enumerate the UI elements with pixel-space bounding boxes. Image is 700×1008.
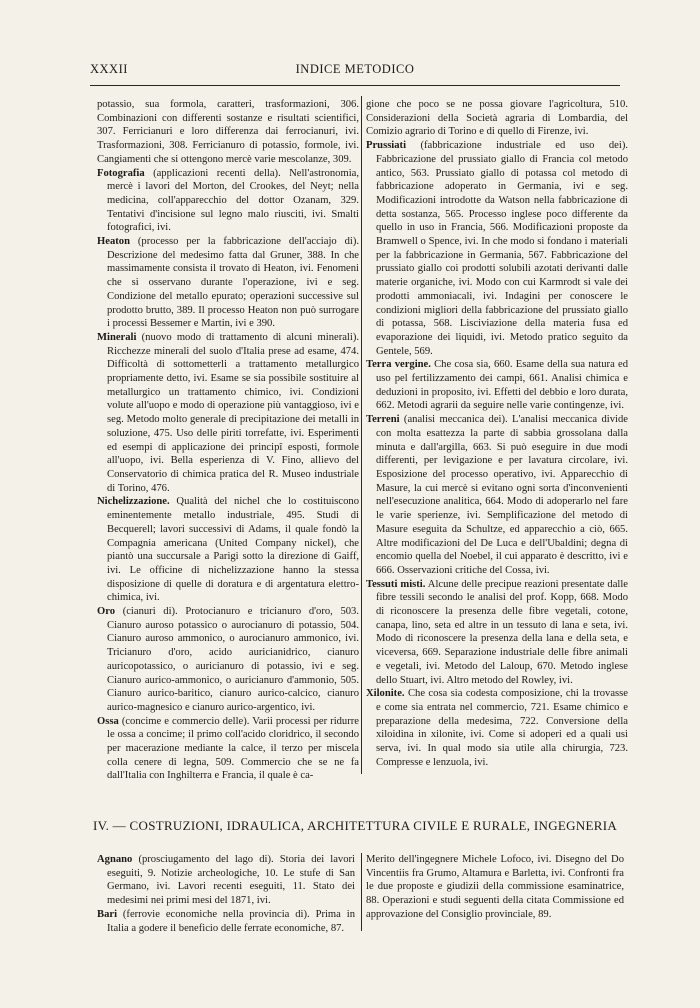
entry-heading: Minerali: [97, 331, 137, 343]
entry-text: (cianuri di). Protocianuro e tricianuro d'oro, 503. Cianuro auroso potassico o aurocianuro di potassio, 504. Cianuro auroso ammonico, o aurocianuro ammonico, ivi. Tricianuro d'oro, acido auricianidrico, cianuro auricopotassico, o auricianuro di potassio, ivi e seg. Cianuro aurico-ammonico, o auricianuro d'ammonio, 505. Cianuro aurico-baritico, cianuro aurico-calcico, cianuro aurico-magnesico e cianuro aurico-argentico, ivi.: [107, 606, 359, 713]
entry-heading: Nichelizzazione.: [97, 496, 170, 508]
lower-left-column: [97, 853, 355, 935]
index-entry: [97, 715, 359, 784]
running-head: [90, 62, 620, 82]
index-entry: [366, 358, 628, 413]
page-number: XXXII: [90, 62, 128, 76]
entry-heading: Fotografia: [97, 167, 145, 179]
entry-text: (analisi meccanica dei). L'analisi meccanica divide con molta esattezza la parte di sabbia grossolana dalla minuta e dall'argilla, 663. Si può eseguire in due modi differenti, per levigazione e per lavatura circolare, ivi. Esposizione del processo operativo, ivi. Apparecchio di Masure, la cui mercè si evitano ogni sorta d'inconvenienti nell'esecuzione analitica, 664. Modo di adoperarlo nel fare le varie sperienze, ivi. Semplificazione del metodo di Masure eseguita da Schultze, ed apparecchio a ciò, 665. Altre modificazioni del De Luca e dell'Ubaldini; degna di encomio quella del Noebel, il cui apparato è descritto, ivi e 666. Osservazioni critiche del Cossa, ivi.: [376, 414, 628, 576]
entry-heading: Heaton: [97, 236, 130, 248]
continuation-text: Merito dell'ingegnere Michele Lofoco, ivi. Disegno del Do Vincentiis fra Grumo, Altamura e Barletta, ivi. Confronti fra le due proposte e giudizii della commissione esaminatrice, 88. Operazioni e studi seguenti della citata Commissione ed approvazione del Consiglio provinciale, 89.: [366, 854, 624, 920]
upper-left-column: [97, 98, 359, 783]
index-entry: [366, 139, 628, 358]
continuation-text: gione che poco se ne possa giovare l'agricoltura, 510. Considerazioni della Società agraria di Lombardia, del Comizio agrario di Torino e di quello di Firenze, ivi.: [366, 99, 628, 138]
entry-text: (processo per la fabbricazione dell'acciajo di). Descrizione del medesimo fatta dal Gruner, 388. In che massimamente consista il trovato di Heaton, ivi. Fenomeni che si osservano durante l'operazione, ivi e seg. Condizione del metallo epurato; operazioni successive sul prodotto brutto, 389. Il processo Heaton non può surrogare i processi Bessemer e Martin, ivi e 390.: [107, 236, 359, 330]
index-entry: [366, 687, 628, 769]
running-title: INDICE METODICO: [295, 62, 415, 76]
entry-heading: Bari: [97, 908, 118, 920]
entry-heading: Tessuti misti.: [366, 578, 426, 590]
header-rule: [90, 85, 620, 86]
index-entry: [97, 908, 355, 935]
entry-text: (fabbricazione industriale ed uso dei). Fabbricazione del prussiato giallo di Francia col metodo antico, 563. Prussiato giallo di potassa col metodo di fabbricazione adoperato in Germania, ivi e seg. Modificazioni introdotte da Watson nella fabbricazione di detta sostanza, 565. Processo inglese poco differente da quello in uso in Francia, 566. Modificazioni proposte da Bramwell o Spence, ivi. In che modo si fondano i materiali per la fabbricazione in Germania, 567. Fabbricazione del prussiato giallo coi prodotti solubili azotati derivanti dalle materie organiche, ivi. Modo con cui Karmrodt si vale dei prodotti ammoniacali, ivi. Indagini per conoscere le condizioni migliori della fabbricazione del prussiato giallo di potassa, 568. Lisciviazione della materia fusa ed evaporazione dei liquidi, ivi. Metodo pratico seguito da Gentele, 569.: [376, 140, 628, 357]
entry-text: Alcune delle precipue reazioni presentate dalle fibre tessili secondo le analisi del prof. Kopp, 668. Modo di riconoscere la presenza delle fibre vegetali, cotone, canapa, lino, seta ed altre in un tessuto di lana e seta, ivi. Modo di riconoscere la presenza della lana e della seta, e viceversa, 669. Separazione industriale delle fibre animali e vegetali, ivi. Metodo del Laloup, 670. Metodo inglese dello Stuart, ivi. Altro metodo del Rowley, ivi.: [376, 578, 629, 686]
continuation-text: potassio, sua formola, caratteri, trasformazioni, 306. Combinazioni con differenti sostanze e risultati scientifici, 307. Ferricianuri e loro differenza dai ferrocianuri, ivi. Trasformazioni, 308. Ferricianuro di potassio, formole, ivi. Cangiamenti che si ottengono mercè varie mescolanze, 309.: [97, 99, 359, 165]
entry-text: (ferrovie economiche nella provincia di). Prima in Italia a godere il beneficio delle ferrate economiche, 87.: [107, 908, 355, 934]
column-divider: [361, 96, 362, 774]
index-entry: [97, 235, 359, 331]
entry-text: Qualità del nichel che lo costituiscono eminentemente metallo industriale, 495. Studi di Becquerell; lavori successivi di Adams, il quale fondò la Compagnia americana (United Company nickel), che piantò una succursale a Parigi sotto la direzione di Gaiff, ivi. Le officine di nichelizzazione hanno la stessa disposizione di quelle di doratura e di argentatura elettro-chimica, ivi.: [107, 496, 359, 604]
entry-text: (nuovo modo di trattamento di alcuni minerali). Ricchezze minerali del suolo d'Italia prese ad esame, 474. Difficoltà di sottometterli a trattamento metallurgico propriamente detto, ivi. Esame se sia possibile sostituire al metallurgico un trattamento chimico, ivi. Condizioni volute all'uopo e modo di operazione più vantaggioso, ivi e seg. Metodo molto generale di precipitazione dei metalli in soluzione, 475. Uso delle piriti torrefatte, ivi. Esperimenti ed esempi di applicazione dei principî esposti, formole all'uopo, ivi. Bella esperienza di V. Fino, allievo del Conservatorio di chimica pratica del R. Museo industriale di Torino, 476.: [107, 331, 359, 494]
entry-text: (concime e commercio delle). Varii processi per ridurre le ossa a concime; il primo coll'acido cloridrico, il secondo per macerazione mediante la calce, il terzo per miscela colla cenere di legna, 509. Commercio che se ne fa dall'Italia con Inghilterra e Francia, il quale è ca-: [107, 715, 359, 782]
entry-heading: Xilonite.: [366, 688, 405, 700]
entry-heading: Ossa: [97, 715, 119, 727]
entry-heading: Prussiati: [366, 140, 407, 152]
index-entry: [366, 578, 628, 688]
entry-heading: Terreni: [366, 414, 400, 426]
entry-heading: Oro: [97, 606, 116, 618]
entry-text: (prosciugamento del lago di). Storia dei lavori eseguiti, 9. Notizie archeologiche, 10. Le stufe di San Germano, ivi. Lavori recenti eseguiti, 11. Stato dei medesimi nei primi mesi del 1871, ivi.: [107, 854, 355, 907]
index-entry: [97, 853, 355, 908]
lower-right-column: [366, 853, 624, 922]
entry-text: Che cosa sia, 660. Esame della sua natura ed uso pel fertilizzamento dei campi, 661. Analisi chimica e deduzioni in proposito, ivi. Effetti del debbio e loro durata, 662. Metodi agrarii da seguire nelle varie contingenze, ivi.: [376, 359, 628, 412]
entry-text: (applicazioni recenti della). Nell'astronomia, mercè i lavori del Morton, del Crookes, del Neyt; nella medicina, coll'apparecchio del dottor Ozanam, 329. Tentativi d'incisione sul legno malo riusciti, ivi. Smalti fotografici, ivi.: [107, 167, 359, 234]
index-entry: [366, 413, 628, 577]
index-entry: [97, 495, 359, 605]
column-divider: [361, 853, 362, 931]
section-title: IV. — COSTRUZIONI, IDRAULICA, ARCHITETTURA CIVILE E RURALE, INGEGNERIA: [92, 818, 618, 833]
entry-heading: Terra vergine.: [366, 359, 431, 371]
entry-text: Che cosa sia codesta composizione, chi la trovasse e come sia entrata nel commercio, 721. Esame chimico e preparazione della medesima, 722. Conversione della xiloidina in xilonite, ivi. Come si adoperi ed a quali usi serva, ivi. In qual modo sia utile alla chirurgia, 723. Compresse e lenzuola, ivi.: [376, 688, 628, 768]
index-entry: [97, 605, 359, 715]
entry-heading: Agnano: [97, 854, 133, 865]
index-entry: [97, 331, 359, 495]
upper-right-column: [366, 98, 628, 769]
index-entry: [97, 167, 359, 236]
